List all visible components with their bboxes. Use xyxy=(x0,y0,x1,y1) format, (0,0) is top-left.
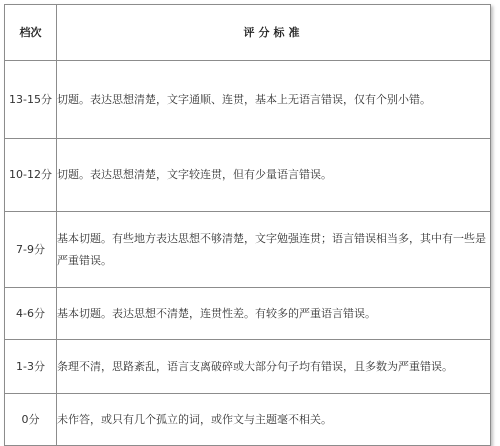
criteria-cell: 切题。表达思想清楚，文字通顺、连贯，基本上无语言错误，仅有个别小错。 xyxy=(57,61,491,139)
grade-cell: 13-15分 xyxy=(5,61,57,139)
table-row xyxy=(5,394,491,446)
criteria-column-header: 评分标准 xyxy=(57,5,491,61)
criteria-cell: 切题。表达思想清楚，文字较连贯，但有少量语言错误。 xyxy=(57,139,491,212)
grade-cell: 4-6分 xyxy=(5,288,57,340)
grade-cell: 0分 xyxy=(5,394,57,446)
grade-cell: 1-3分 xyxy=(5,340,57,394)
table-row xyxy=(5,288,491,340)
criteria-cell: 未作答，或只有几个孤立的词，或作文与主题毫不相关。 xyxy=(57,394,491,446)
grading-criteria-table xyxy=(4,4,491,446)
table-row xyxy=(5,61,491,139)
criteria-cell: 条理不清，思路紊乱，语言支离破碎或大部分句子均有错误，且多数为严重错误。 xyxy=(57,340,491,394)
grade-column-header: 档次 xyxy=(5,5,57,61)
criteria-cell: 基本切题。表达思想不清楚，连贯性差。有较多的严重语言错误。 xyxy=(57,288,491,340)
table-row xyxy=(5,139,491,212)
grade-cell: 7-9分 xyxy=(5,212,57,288)
criteria-cell: 基本切题。有些地方表达思想不够清楚，文字勉强连贯；语言错误相当多，其中有一些是严重错误。 xyxy=(57,212,491,288)
table-header-row xyxy=(5,5,491,61)
table-row xyxy=(5,212,491,288)
grade-cell: 10-12分 xyxy=(5,139,57,212)
table-row xyxy=(5,340,491,394)
